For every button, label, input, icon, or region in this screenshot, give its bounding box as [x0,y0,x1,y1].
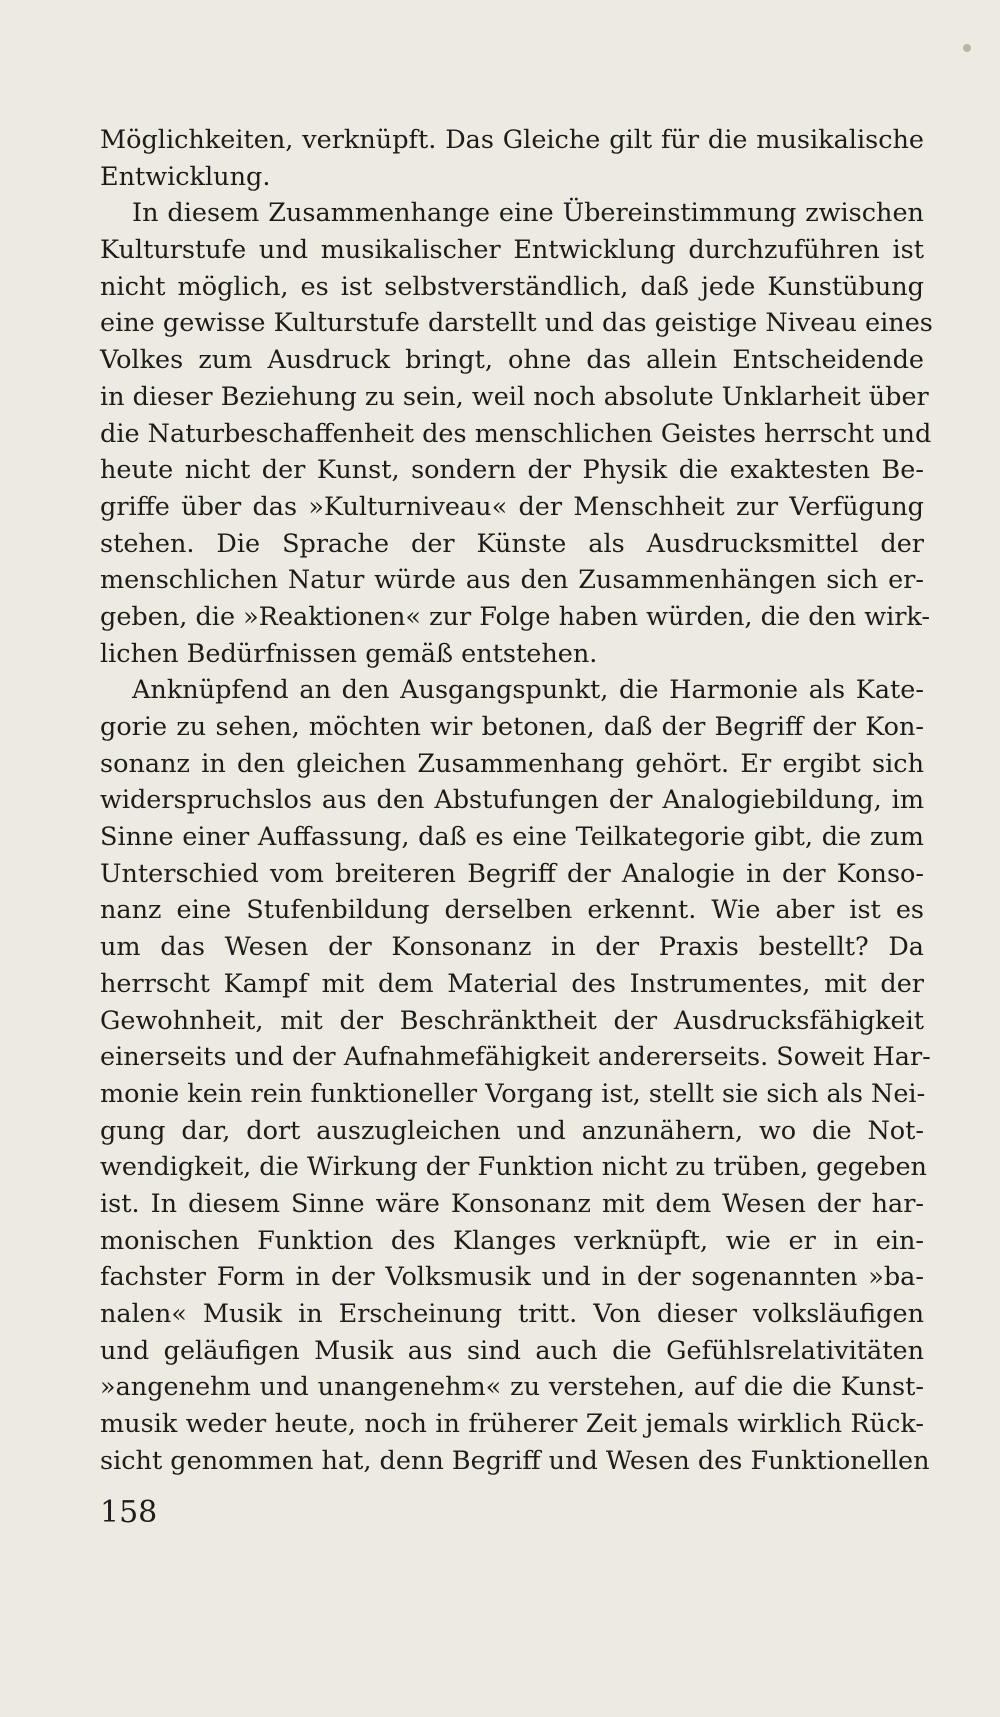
text-line: gorie zu sehen, möchten wir betonen, daß der Begriff der Kon- [100,712,924,742]
text-line: nanz eine Stufenbildung derselben erkennt. Wie aber ist es [100,895,924,926]
text-line: sicht genommen hat, denn Begriff und Wesen des Funktionellen [100,1445,930,1476]
text-line: Kulturstufe und musikalischer Entwicklung durchzuführen ist [100,235,924,266]
text-line: nalen« Musik in Erscheinung tritt. Von dieser volksläufigen [100,1299,924,1329]
text-line: eine gewisse Kulturstufe darstellt und das geistige Niveau eines [100,308,933,339]
text-line: die Naturbeschaffenheit des menschlichen Geistes herrscht und [100,418,932,449]
text-line: In diesem Zusammenhange eine Übereinstimmung zwischen [132,198,924,229]
text-line: Sinne einer Auffassung, daß es eine Teilkategorie gibt, die zum [100,822,924,853]
paper-spot [963,44,971,52]
text-line: widerspruchslos aus den Abstufungen der Analogiebildung, im [100,785,924,816]
page-number: 158 [100,1495,158,1530]
text-line: und geläufigen Musik aus sind auch die Gefühlsrelativitäten [100,1335,924,1366]
text-line: fachster Form in der Volksmusik und in der sogenannten »ba- [100,1262,924,1293]
text-line: in dieser Beziehung zu sein, weil noch absolute Unklarheit über [100,381,929,412]
text-line: »angenehm und unangenehm« zu verstehen, auf die die Kunst- [100,1372,924,1403]
text-line: monischen Funktion des Klanges verknüpft, wie er in ein- [100,1225,924,1256]
text-line: Gewohnheit, mit der Beschränktheit der Ausdrucksfähigkeit [100,1005,924,1036]
text-line: Anknüpfend an den Ausgangspunkt, die Harmonie als Kate- [132,675,924,706]
text-line: um das Wesen der Konsonanz in der Praxis bestellt? Da [100,932,924,963]
text-line: Entwicklung. [100,161,271,192]
text-line: Möglichkeiten, verknüpft. Das Gleiche gilt für die musikalische [100,125,924,155]
text-line: Volkes zum Ausdruck bringt, ohne das allein Entscheidende [100,345,924,376]
text-line: nicht möglich, es ist selbstverständlich, daß jede Kunstübung [100,271,924,302]
text-line: lichen Bedürfnissen gemäß entstehen. [100,638,598,669]
text-line: heute nicht der Kunst, sondern der Physik die exaktesten Be- [100,455,924,486]
text-line: wendigkeit, die Wirkung der Funktion nicht zu trüben, gegeben [100,1152,927,1183]
text-line: herrscht Kampf mit dem Material des Instrumentes, mit der [100,968,924,999]
text-line: musik weder heute, noch in früherer Zeit jemals wirklich Rück- [100,1409,924,1440]
text-line: geben, die »Reaktionen« zur Folge haben würden, die den wirk- [100,601,931,632]
text-line: einerseits und der Aufnahmefähigkeit andererseits. Soweit Har- [100,1042,931,1073]
text-line: menschlichen Natur würde aus den Zusammenhängen sich er- [100,565,924,596]
text-line: Unterschied vom breiteren Begriff der Analogie in der Konso- [100,858,924,889]
text-line: sonanz in den gleichen Zusammenhang gehört. Er ergibt sich [100,748,924,779]
body-text [100,122,933,1479]
text-line: monie kein rein funktioneller Vorgang ist, stellt sie sich als Nei- [100,1078,926,1109]
text-line: ist. In diesem Sinne wäre Konsonanz mit dem Wesen der har- [100,1188,924,1219]
text-line: gung dar, dort auszugleichen und anzunähern, wo die Not- [100,1115,924,1146]
text-line: stehen. Die Sprache der Künste als Ausdrucksmittel der [100,528,924,559]
text-line: griffe über das »Kulturniveau« der Menschheit zur Verfügung [100,491,924,522]
